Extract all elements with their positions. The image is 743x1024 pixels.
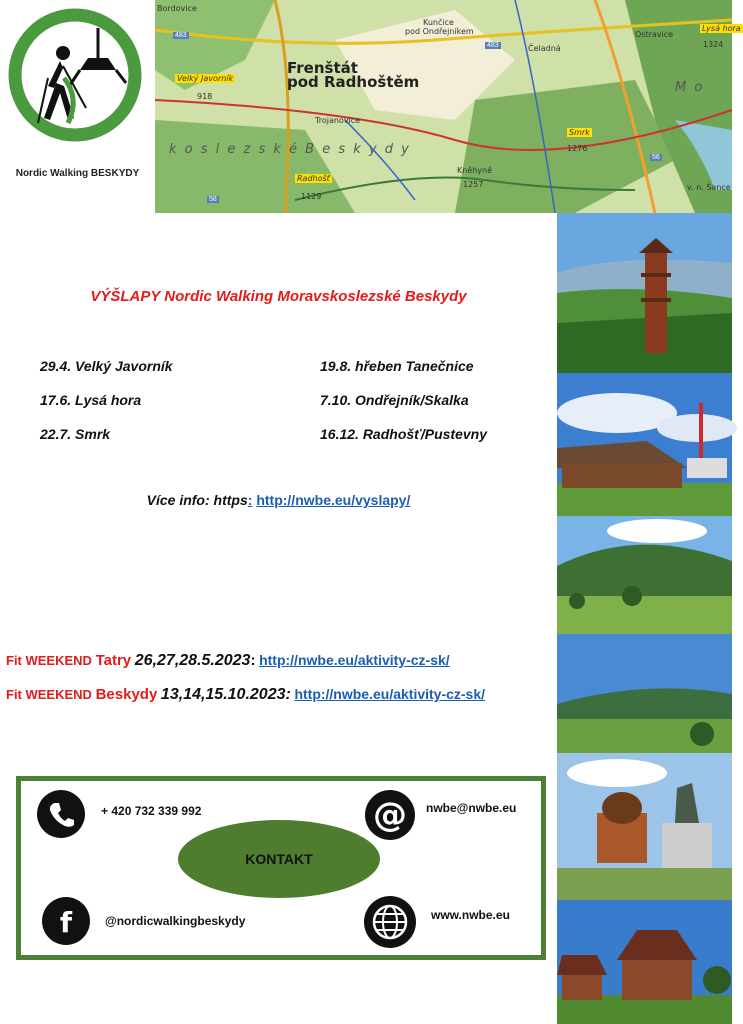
map-label: 918 xyxy=(197,92,213,101)
facebook-handle[interactable]: @nordicwalkingbeskydy xyxy=(105,914,246,928)
email-icon xyxy=(365,790,415,840)
map-label: 1276 xyxy=(567,144,588,153)
hike-item: 19.8. hřeben Tanečnice xyxy=(320,358,474,374)
more-info-label: Více info: https xyxy=(146,492,248,508)
map-label: Ostravice xyxy=(635,30,674,39)
fit-prefix: Fit WEEKEND xyxy=(6,687,92,702)
map-label: Velký Javorník xyxy=(177,74,234,83)
photo-chalet xyxy=(557,373,732,516)
map-label: pod Radhoštěm xyxy=(287,73,420,91)
more-info xyxy=(0,492,557,508)
photo-pustevny xyxy=(557,900,732,1024)
logo-caption: Nordic Walking BESKYDY xyxy=(15,168,140,179)
map-label: Smrk xyxy=(569,128,590,137)
map-label: Kunčice xyxy=(423,18,454,27)
map-label: 1324 xyxy=(703,40,724,49)
map-label: Radhošť xyxy=(297,174,330,183)
page-title: VÝŠLAPY Nordic Walking Moravskoslezské Beskydy xyxy=(90,288,467,305)
logo xyxy=(0,0,155,213)
more-info-sep: : xyxy=(247,492,253,508)
map-label: Bordovice xyxy=(157,4,197,13)
photo-mountain-meadow xyxy=(557,516,732,634)
nordic-walker-logo-icon xyxy=(8,8,142,142)
fit-link[interactable]: http://nwbe.eu/aktivity-cz-sk/ xyxy=(294,686,486,702)
photo-lookout-tower xyxy=(557,213,732,373)
map-label: Kněhyně xyxy=(457,166,493,175)
svg-text:f: f xyxy=(59,906,73,939)
kontakt-badge xyxy=(178,820,380,898)
map-image xyxy=(155,0,741,213)
fit-place: Tatry xyxy=(95,652,132,669)
fit-weekend-row xyxy=(6,652,450,670)
hike-item: 22.7. Smrk xyxy=(40,426,111,442)
road-number: 58 xyxy=(209,196,217,203)
map-label: 1129 xyxy=(301,192,322,201)
map-label: Lysá hora xyxy=(702,24,741,33)
kontakt-label: KONTAKT xyxy=(245,851,313,867)
photo-ridge xyxy=(557,634,732,753)
vyslapy-link[interactable]: http://nwbe.eu/vyslapy/ xyxy=(256,492,411,508)
hike-item: 29.4. Velký Javorník xyxy=(40,358,173,374)
fit-prefix: Fit WEEKEND xyxy=(6,653,92,668)
fit-colon: : xyxy=(250,652,256,669)
map-label: Trojanovice xyxy=(315,116,361,125)
map-label: pod Ondřejníkem xyxy=(405,27,474,36)
map-label: 1257 xyxy=(463,180,484,189)
email-address[interactable]: nwbe@nwbe.eu xyxy=(426,801,517,815)
map-label: M o xyxy=(675,80,705,95)
map-label: Frenštát xyxy=(287,59,358,77)
road-number: 483 xyxy=(487,42,499,49)
fit-dates: 26,27,28.5.2023 xyxy=(134,652,251,669)
hike-item: 16.12. Radhošť/Pustevny xyxy=(320,426,487,442)
fit-place: Beskydy xyxy=(95,686,158,703)
phone-icon xyxy=(37,790,85,838)
map-label: k o s l e z s k é B e s k y d y xyxy=(169,142,411,157)
fit-link[interactable]: http://nwbe.eu/aktivity-cz-sk/ xyxy=(259,652,450,668)
road-number: 483 xyxy=(175,32,187,39)
phone-number: + 420 732 339 992 xyxy=(101,804,202,818)
svg-text:@: @ xyxy=(373,795,407,835)
map-label: v. n. Šance xyxy=(687,183,731,192)
globe-icon xyxy=(364,896,416,948)
fit-weekend-row xyxy=(6,686,485,704)
photo-chapel-statue xyxy=(557,753,732,900)
website-url[interactable]: www.nwbe.eu xyxy=(431,908,510,922)
hike-item: 7.10. Ondřejník/Skalka xyxy=(320,392,469,408)
fit-dates: 13,14,15.10.2023: xyxy=(160,686,291,703)
road-number: 56 xyxy=(652,154,660,161)
facebook-icon xyxy=(42,897,90,945)
map-label: Čeladná xyxy=(528,44,561,53)
hike-item: 17.6. Lysá hora xyxy=(40,392,142,408)
